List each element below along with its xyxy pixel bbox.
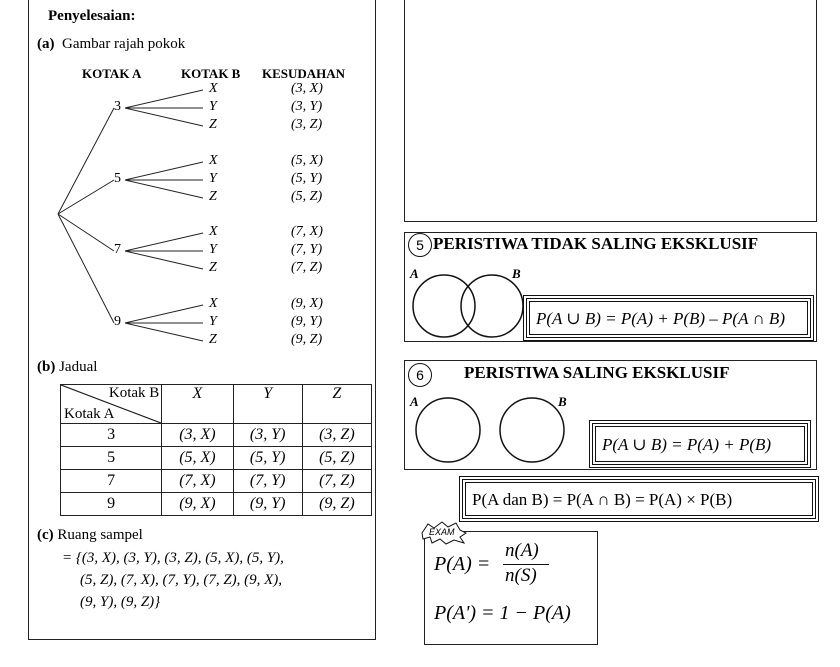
tree-outcome-label: (7, Y)	[291, 242, 323, 257]
table-cell: (5, Y)	[233, 447, 302, 470]
tree-header-kesudahan: KESUDAHAN	[262, 66, 346, 81]
tree-leaf-branch	[125, 323, 203, 341]
venn5-label-a: A	[410, 266, 419, 281]
table-corner	[61, 385, 162, 424]
section-6-title: PERISTIWA SALING EKSKLUSIF	[464, 363, 730, 382]
solution-heading: Penyelesaian:	[48, 8, 136, 24]
tree-branch-label: Z	[209, 189, 217, 204]
row-header: 3	[61, 424, 162, 447]
tree-outcome-label: (9, Z)	[291, 332, 323, 347]
sample-space-line: (5, Z), (7, X), (7, Y), (7, Z), (9, X),	[80, 572, 283, 588]
venn5-label-b: B	[512, 266, 521, 281]
table-cell: (9, X)	[162, 493, 233, 516]
venn-disjoint	[404, 392, 579, 468]
intersection-product-formula: P(A dan B) = P(A ∩ B) = P(A) × P(B)	[462, 479, 816, 519]
blank-panel	[404, 0, 817, 222]
table-row	[61, 493, 372, 516]
tree-branch-label: Y	[209, 99, 217, 114]
part-a-heading: (a) Gambar rajah pokok	[37, 36, 186, 52]
tree-leaf-branch	[125, 90, 203, 108]
tree-outcome-label: (7, X)	[291, 224, 323, 239]
exam-badge-label: EXAM	[429, 527, 455, 537]
tree-outcome-label: (3, Z)	[291, 117, 323, 132]
tree-branch-label: Z	[209, 117, 217, 132]
table-cell: (5, Z)	[302, 447, 371, 470]
venn6-label-a: A	[410, 394, 419, 409]
tree-branch-label: Z	[209, 260, 217, 275]
venn6-label-b: B	[558, 394, 567, 409]
table-cell: (9, Z)	[302, 493, 371, 516]
tree-header-kotak-b: KOTAK B	[181, 66, 241, 81]
tree-leaf-branch	[125, 180, 203, 198]
tree-outcome-label: (3, Y)	[291, 99, 323, 114]
tree-branch-label: X	[209, 81, 218, 96]
tree-leaf-branch	[125, 108, 203, 126]
section-5-title: PERISTIWA TIDAK SALING EKSKLUSIF	[433, 234, 759, 253]
tree-outcome-label: (5, Y)	[291, 171, 323, 186]
tree-leaf-branch	[125, 251, 203, 269]
tree-leaf-branch	[125, 162, 203, 180]
column-header: Y	[233, 385, 302, 424]
section-5-number: 5	[408, 233, 432, 257]
table-cell: (3, Y)	[233, 424, 302, 447]
union-formula-non-exclusive: P(A ∪ B) = P(A) + P(B) – P(A ∩ B)	[526, 298, 811, 338]
sample-space-line: = {(3, X), (3, Y), (3, Z), (5, X), (5, Y),	[62, 550, 284, 566]
tree-outcome-label: (5, X)	[291, 153, 323, 168]
tree-trunk-branch	[58, 180, 114, 214]
tree-outcome-label: (9, X)	[291, 296, 323, 311]
column-header: X	[162, 385, 233, 424]
probability-formula-denominator: n(S)	[505, 565, 537, 586]
part-b-heading: (b) Jadual	[37, 359, 98, 375]
table-cell: (7, Y)	[233, 470, 302, 493]
tree-outcome-label: (3, X)	[291, 81, 323, 96]
tree-branch-label: X	[209, 153, 218, 168]
tree-trunk-branch	[58, 214, 114, 251]
tree-node-label: 7	[114, 242, 121, 257]
probability-formula-lhs: P(A) =	[434, 553, 491, 575]
corner-bottom-label: Kotak A	[64, 406, 115, 422]
row-header: 7	[61, 470, 162, 493]
complement-formula: P(A') = 1 − P(A)	[434, 602, 571, 624]
union-formula-exclusive: P(A ∪ B) = P(A) + P(B)	[592, 423, 808, 465]
sample-space-line: (9, Y), (9, Z)}	[80, 594, 161, 610]
tree-leaf-branch	[125, 233, 203, 251]
table-cell: (7, X)	[162, 470, 233, 493]
row-header: 9	[61, 493, 162, 516]
tree-node-label: 5	[114, 171, 121, 186]
table-cell: (3, Z)	[302, 424, 371, 447]
tree-outcome-label: (9, Y)	[291, 314, 323, 329]
tree-outcome-label: (5, Z)	[291, 189, 323, 204]
tree-branch-label: X	[209, 224, 218, 239]
column-header: Z	[302, 385, 371, 424]
tree-branch-label: Y	[209, 242, 217, 257]
tree-header-kotak-a: KOTAK A	[82, 66, 142, 81]
tree-node-label: 3	[114, 99, 121, 114]
row-header: 5	[61, 447, 162, 470]
outcome-table	[60, 384, 372, 516]
table-row	[61, 424, 372, 447]
corner-top-label: Kotak B	[108, 385, 160, 401]
section-6-number: 6	[408, 363, 432, 387]
probability-formula-numerator: n(A)	[505, 540, 539, 561]
tree-branch-label: Z	[209, 332, 217, 347]
table-row	[61, 470, 372, 493]
table-cell: (9, Y)	[233, 493, 302, 516]
tree-trunk-branch	[58, 214, 114, 323]
tree-branch-label: X	[209, 296, 218, 311]
table-cell: (3, X)	[162, 424, 233, 447]
tree-leaf-branch	[125, 305, 203, 323]
table-cell: (7, Z)	[302, 470, 371, 493]
tree-outcome-label: (7, Z)	[291, 260, 323, 275]
part-c-heading: (c) Ruang sampel	[37, 527, 143, 543]
tree-branch-label: Y	[209, 171, 217, 186]
tree-trunk-branch	[58, 108, 114, 214]
tree-branch-label: Y	[209, 314, 217, 329]
tree-node-label: 9	[114, 314, 121, 329]
table-cell: (5, X)	[162, 447, 233, 470]
table-row	[61, 447, 372, 470]
